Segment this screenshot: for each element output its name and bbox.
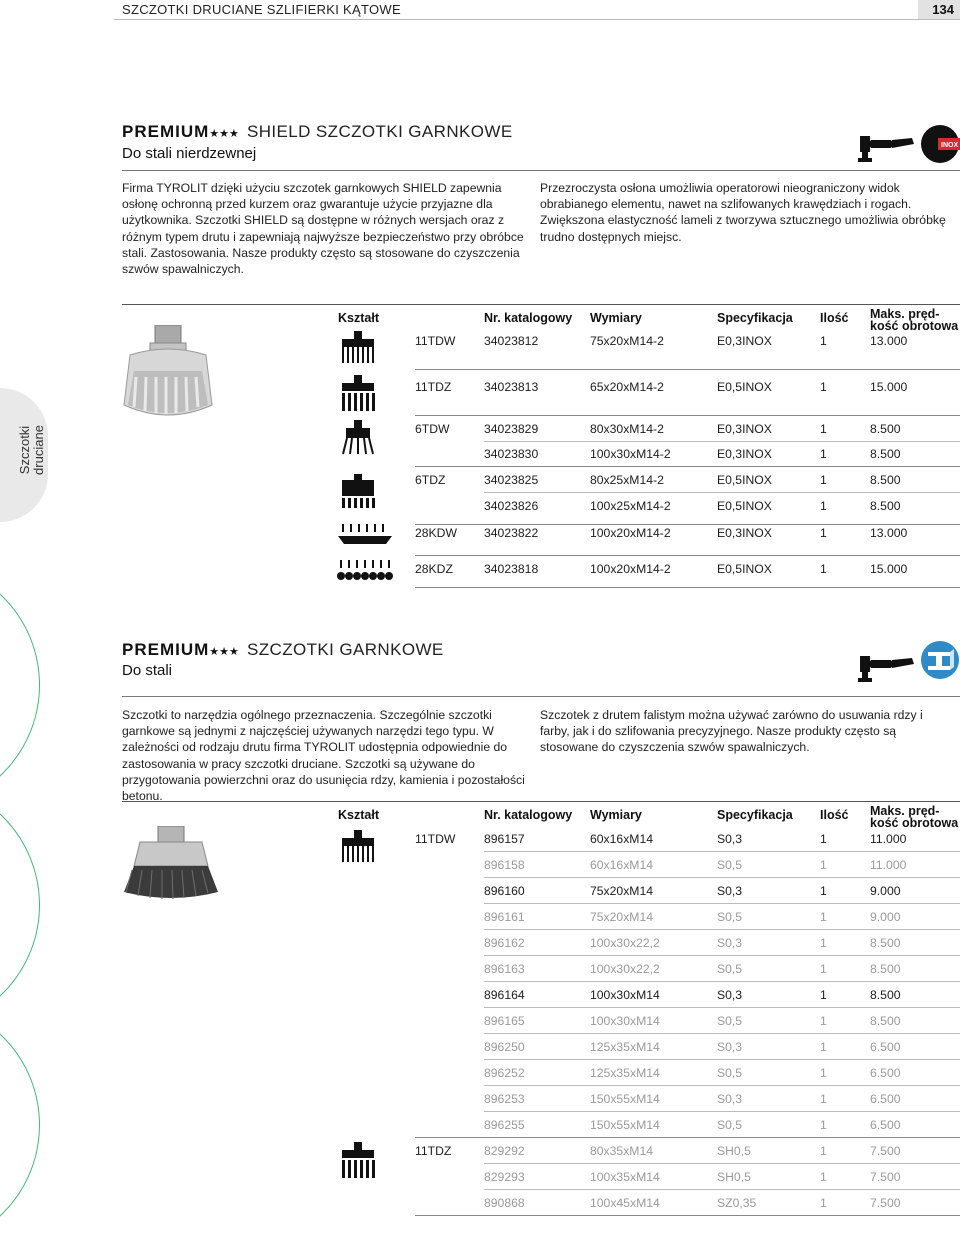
table-row[interactable]: 896158 60x16xM14 S0,5 1 11.000	[0, 856, 960, 878]
table-row[interactable]: 896162 100x30x22,2 S0,3 1 8.500	[0, 934, 960, 956]
col-spec: Specyfikacja	[717, 808, 793, 822]
col-catalog: Nr. katalogowy	[484, 311, 573, 325]
section1-title	[122, 122, 513, 142]
table-row[interactable]: 896163 100x30x22,2 S0,5 1 8.500	[0, 960, 960, 982]
page-number: 134	[932, 2, 954, 17]
side-tab-label: Szczotki druciane	[17, 425, 46, 475]
col-qty: Ilość	[820, 808, 849, 822]
section-rule	[122, 696, 960, 697]
section1-intro-left: Firma TYROLIT dzięki użyciu szczotek garnkowych SHIELD zapewnia osłonę ochronną przed kurzem oraz gwarantuje użycie przyjazne dla użytkownika. Szczotki SHIELD są dostępne w różnych wersjach oraz z różnym typem drutu i zapewniają najwyższe bezpieczeństwo przy obróbce stali. Zastosowania. Nasze produkty często są stosowane do czyszczenia szwów spawalniczych.	[122, 181, 524, 277]
table-header	[122, 801, 960, 830]
table-row[interactable]: 11TDW 34023812 75x20xM14-2 E0,3INOX 1 13.000	[0, 332, 960, 354]
table-row[interactable]: 11TDW 896157 60x16xM14 S0,3 1 11.000	[0, 830, 960, 852]
section2-title	[122, 640, 444, 660]
table-row[interactable]: 896160 75x20xM14 S0,3 1 9.000	[0, 882, 960, 904]
table-row[interactable]: 11TDZ 829292 80x35xM14 SH0,5 1 7.500	[0, 1142, 960, 1164]
col-max-speed: Maks. pręd- kość obrotowa	[870, 307, 959, 333]
col-shape: Kształt	[338, 808, 379, 822]
steel-material-icon	[920, 640, 960, 685]
angle-grinder-icon	[858, 650, 916, 689]
col-qty: Ilość	[820, 311, 849, 325]
col-shape: Kształt	[338, 311, 379, 325]
stars-rating: ★★★	[209, 646, 239, 658]
section-rule	[122, 170, 960, 171]
section1-subtitle: Do stali nierdzewnej	[122, 145, 257, 162]
col-dimensions: Wymiary	[590, 311, 642, 325]
col-spec: Specyfikacja	[717, 311, 793, 325]
table-row[interactable]: 11TDZ 34023813 65x20xM14-2 E0,5INOX 1 15.000	[0, 378, 960, 400]
page-header	[0, 0, 960, 20]
stars-rating: ★★★	[209, 128, 239, 140]
svg-text:INOX: INOX	[941, 142, 959, 149]
section2-subtitle: Do stali	[122, 662, 173, 679]
section2-intro-left: Szczotki to narzędzia ogólnego przeznaczenia. Szczególnie szczotki garnkowe są jednymi z najczęściej używanych narzędzi tego typu. W zależności od rodzaju drutu firma TYROLIT udostępnia odpowiednie do zastosowania w pracy szczotki druciane. Szczotki są używane do przygotowania powierzchni oraz do usunięcia rdzy, kamienia i pozostałości betonu.	[122, 708, 525, 804]
header-rule	[114, 19, 960, 20]
col-max-speed: Maks. pręd- kość obrotowa	[870, 804, 959, 830]
table-row[interactable]: 896252 125x35xM14 S0,5 1 6.500	[0, 1064, 960, 1086]
section2-intro-right: Szczotek z drutem falistym można używać zarówno do usuwania rdzy i farby, jak i do szlifowania precyzyjnego. Nasze produkty często są stosowane do czyszczenia szwów spawalniczych.	[540, 708, 923, 755]
table-row[interactable]: 28KDZ 34023818 100x20xM14-2 E0,5INOX 1 15.000	[0, 560, 960, 582]
col-dimensions: Wymiary	[590, 808, 642, 822]
decor-arc	[0, 560, 40, 810]
table-row[interactable]: 896164 100x30xM14 S0,3 1 8.500	[0, 986, 960, 1008]
table-row[interactable]: 896255 150x55xM14 S0,5 1 6.500	[0, 1116, 960, 1138]
table-row[interactable]: 6TDZ 34023825 80x25xM14-2 E0,5INOX 1 8.500	[0, 471, 960, 493]
section2-title-text: SZCZOTKI GARNKOWE	[247, 640, 444, 659]
header-title: SZCZOTKI DRUCIANE SZLIFIERKI KĄTOWE	[122, 2, 401, 17]
angle-grinder-icon	[858, 130, 916, 169]
section1-intro-right: Przezroczysta osłona umożliwia operatorowi nieograniczony widok obrabianego elementu, nawet na szlifowanych krawędziach i rogach. Zwiększona elastyczność lameli z tworzywa sztucznego umożliwia obróbkę trudno dostępnych miejsc.	[540, 181, 946, 244]
table-header	[122, 304, 960, 333]
table-row[interactable]: 896253 150x55xM14 S0,3 1 6.500	[0, 1090, 960, 1112]
table-row[interactable]: 34023826 100x25xM14-2 E0,5INOX 1 8.500	[0, 497, 960, 519]
section1-title-text: SHIELD SZCZOTKI GARNKOWE	[247, 122, 513, 141]
brand-label: PREMIUM	[122, 122, 210, 141]
table-row[interactable]: 34023830 100x30xM14-2 E0,3INOX 1 8.500	[0, 445, 960, 467]
inox-badge	[920, 124, 960, 169]
table-row[interactable]: 6TDW 34023829 80x30xM14-2 E0,3INOX 1 8.500	[0, 420, 960, 442]
table-row[interactable]: 829293 100x35xM14 SH0,5 1 7.500	[0, 1168, 960, 1190]
table-row[interactable]: 896165 100x30xM14 S0,5 1 8.500	[0, 1012, 960, 1034]
table-row[interactable]: 896250 125x35xM14 S0,3 1 6.500	[0, 1038, 960, 1060]
brand-label: PREMIUM	[122, 640, 210, 659]
table-row[interactable]: 896161 75x20xM14 S0,5 1 9.000	[0, 908, 960, 930]
table-row[interactable]: 890868 100x45xM14 SZ0,35 1 7.500	[0, 1194, 960, 1216]
table-row[interactable]: 28KDW 34023822 100x20xM14-2 E0,3INOX 1 13.000	[0, 524, 960, 546]
col-catalog: Nr. katalogowy	[484, 808, 573, 822]
